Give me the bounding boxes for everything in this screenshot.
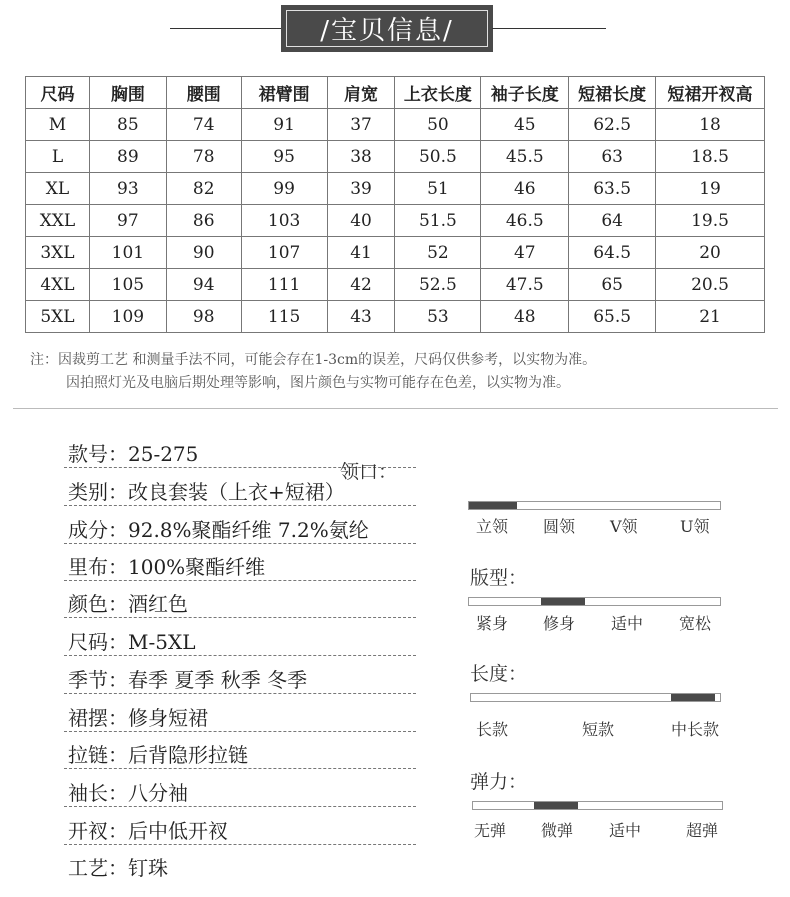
table-cell: 63.5 — [569, 173, 656, 205]
table-cell: 19.5 — [656, 205, 765, 237]
table-cell: 43 — [327, 301, 395, 333]
table-cell: 42 — [327, 269, 395, 301]
spec-craft: 工艺：钉珠 — [68, 856, 168, 880]
table-cell: 38 — [327, 141, 395, 173]
length-option: 长款 — [476, 720, 509, 739]
table-cell: 18 — [656, 109, 765, 141]
spec-season: 季节：春季 夏季 秋季 冬季 — [68, 668, 308, 692]
table-cell: 4XL — [26, 269, 90, 301]
column-header: 裙臂围 — [241, 77, 327, 109]
table-cell: 90 — [166, 237, 241, 269]
spec-divider — [64, 655, 416, 656]
size-table-header-row — [26, 77, 765, 109]
table-cell: 107 — [241, 237, 327, 269]
fit-scale — [468, 597, 721, 606]
spec-divider — [64, 693, 416, 694]
table-cell: 91 — [241, 109, 327, 141]
neckline-scale — [468, 501, 721, 510]
neckline-option: V领 — [610, 517, 638, 536]
column-header: 短裙长度 — [569, 77, 656, 109]
fit-option: 宽松 — [679, 614, 712, 633]
table-cell: 52 — [395, 237, 481, 269]
table-cell: 65.5 — [569, 301, 656, 333]
table-cell: 18.5 — [656, 141, 765, 173]
table-cell: 105 — [89, 269, 166, 301]
table-cell: 101 — [89, 237, 166, 269]
spec-divider — [64, 580, 416, 581]
neckline-title: 领口： — [340, 461, 398, 483]
table-cell: 40 — [327, 205, 395, 237]
table-cell: 93 — [89, 173, 166, 205]
table-cell: 47.5 — [481, 269, 569, 301]
table-cell: 48 — [481, 301, 569, 333]
spec-zipper: 拉链：后背隐形拉链 — [68, 743, 248, 767]
spec-divider — [64, 543, 416, 544]
fit-indicator — [541, 598, 585, 605]
table-row — [26, 141, 765, 173]
spec-category: 类别：改良套装（上衣+短裙） — [68, 480, 345, 504]
table-cell: 45 — [481, 109, 569, 141]
spec-sleeve: 袖长：八分袖 — [68, 781, 188, 805]
table-cell: 47 — [481, 237, 569, 269]
table-cell: XXL — [26, 205, 90, 237]
table-cell: 99 — [241, 173, 327, 205]
spec-hem: 裙摆：修身短裙 — [68, 706, 208, 730]
spec-divider — [64, 844, 416, 845]
neckline-option: U领 — [680, 517, 710, 536]
table-cell: 95 — [241, 141, 327, 173]
spec-divider — [64, 768, 416, 769]
length-indicator — [671, 694, 715, 701]
fit-title: 版型： — [470, 567, 528, 589]
table-cell: 50 — [395, 109, 481, 141]
size-table-body — [26, 109, 765, 333]
table-cell: 19 — [656, 173, 765, 205]
column-header: 胸围 — [89, 77, 166, 109]
spec-style-number: 款号：25-275 — [68, 442, 199, 466]
title-divider-left — [170, 28, 282, 29]
table-cell: 52.5 — [395, 269, 481, 301]
column-header: 肩宽 — [327, 77, 395, 109]
table-cell: 50.5 — [395, 141, 481, 173]
elasticity-option: 适中 — [609, 821, 642, 840]
spec-lining: 里布：100%聚酯纤维 — [68, 555, 266, 579]
neckline-option: 圆领 — [543, 517, 576, 536]
table-row — [26, 205, 765, 237]
table-cell: L — [26, 141, 90, 173]
table-cell: 86 — [166, 205, 241, 237]
column-header: 短裙开衩高 — [656, 77, 765, 109]
fit-option: 紧身 — [476, 614, 509, 633]
column-header: 尺码 — [26, 77, 90, 109]
table-cell: 5XL — [26, 301, 90, 333]
table-cell: 63 — [569, 141, 656, 173]
note-color: 因拍照灯光及电脑后期处理等影响，图片颜色与实物可能存在色差，以实物为准。 — [66, 375, 570, 391]
table-cell: 89 — [89, 141, 166, 173]
spec-divider — [64, 806, 416, 807]
table-row — [26, 109, 765, 141]
elasticity-option: 无弹 — [474, 821, 507, 840]
column-header: 腰围 — [166, 77, 241, 109]
table-cell: 37 — [327, 109, 395, 141]
length-title: 长度： — [470, 663, 528, 685]
header — [0, 0, 790, 58]
spec-size: 尺码：M-5XL — [68, 630, 196, 654]
table-cell: 64 — [569, 205, 656, 237]
table-cell: 109 — [89, 301, 166, 333]
size-table — [25, 76, 765, 333]
table-cell: 103 — [241, 205, 327, 237]
length-option: 短款 — [582, 720, 615, 739]
table-cell: 98 — [166, 301, 241, 333]
spec-color: 颜色：酒红色 — [68, 592, 188, 616]
table-cell: 51.5 — [395, 205, 481, 237]
table-cell: 21 — [656, 301, 765, 333]
spec-slit: 开衩：后中低开衩 — [68, 819, 228, 843]
table-cell: 97 — [89, 205, 166, 237]
column-header: 上衣长度 — [395, 77, 481, 109]
table-cell: 3XL — [26, 237, 90, 269]
table-cell: XL — [26, 173, 90, 205]
table-cell: 51 — [395, 173, 481, 205]
table-row — [26, 269, 765, 301]
page-title: /宝贝信息/ — [286, 10, 488, 47]
elasticity-indicator — [534, 802, 578, 809]
table-cell: 53 — [395, 301, 481, 333]
table-row — [26, 237, 765, 269]
elasticity-scale — [472, 801, 723, 810]
spec-divider — [64, 617, 416, 618]
spec-composition: 成分：92.8%聚酯纤维 7.2%氨纶 — [68, 518, 369, 542]
elasticity-title: 弹力： — [470, 771, 528, 793]
note-measurement: 注：因裁剪工艺 和测量手法不同，可能会存在1-3cm的误差，尺码仅供参考，以实物为准。 — [30, 352, 597, 368]
neckline-indicator — [469, 502, 517, 509]
table-cell: 46.5 — [481, 205, 569, 237]
table-cell: 82 — [166, 173, 241, 205]
table-cell: 20.5 — [656, 269, 765, 301]
table-cell: 39 — [327, 173, 395, 205]
table-row — [26, 301, 765, 333]
title-divider-right — [492, 28, 606, 29]
table-cell: 64.5 — [569, 237, 656, 269]
neckline-option: 立领 — [476, 517, 509, 536]
table-cell: 115 — [241, 301, 327, 333]
elasticity-option: 超弹 — [686, 821, 719, 840]
table-cell: 62.5 — [569, 109, 656, 141]
table-row — [26, 173, 765, 205]
table-cell: 45.5 — [481, 141, 569, 173]
table-cell: 74 — [166, 109, 241, 141]
fit-option: 适中 — [611, 614, 644, 633]
title-box — [281, 5, 493, 52]
table-cell: 65 — [569, 269, 656, 301]
table-cell: 111 — [241, 269, 327, 301]
column-header: 袖子长度 — [481, 77, 569, 109]
table-cell: 41 — [327, 237, 395, 269]
table-cell: 85 — [89, 109, 166, 141]
table-cell: 94 — [166, 269, 241, 301]
length-option: 中长款 — [671, 720, 720, 739]
fit-option: 修身 — [543, 614, 576, 633]
table-cell: 20 — [656, 237, 765, 269]
section-divider — [13, 408, 778, 409]
table-cell: M — [26, 109, 90, 141]
spec-divider — [64, 731, 416, 732]
table-cell: 78 — [166, 141, 241, 173]
spec-divider — [64, 505, 416, 506]
elasticity-option: 微弹 — [541, 821, 574, 840]
table-cell: 46 — [481, 173, 569, 205]
length-scale — [470, 693, 721, 702]
